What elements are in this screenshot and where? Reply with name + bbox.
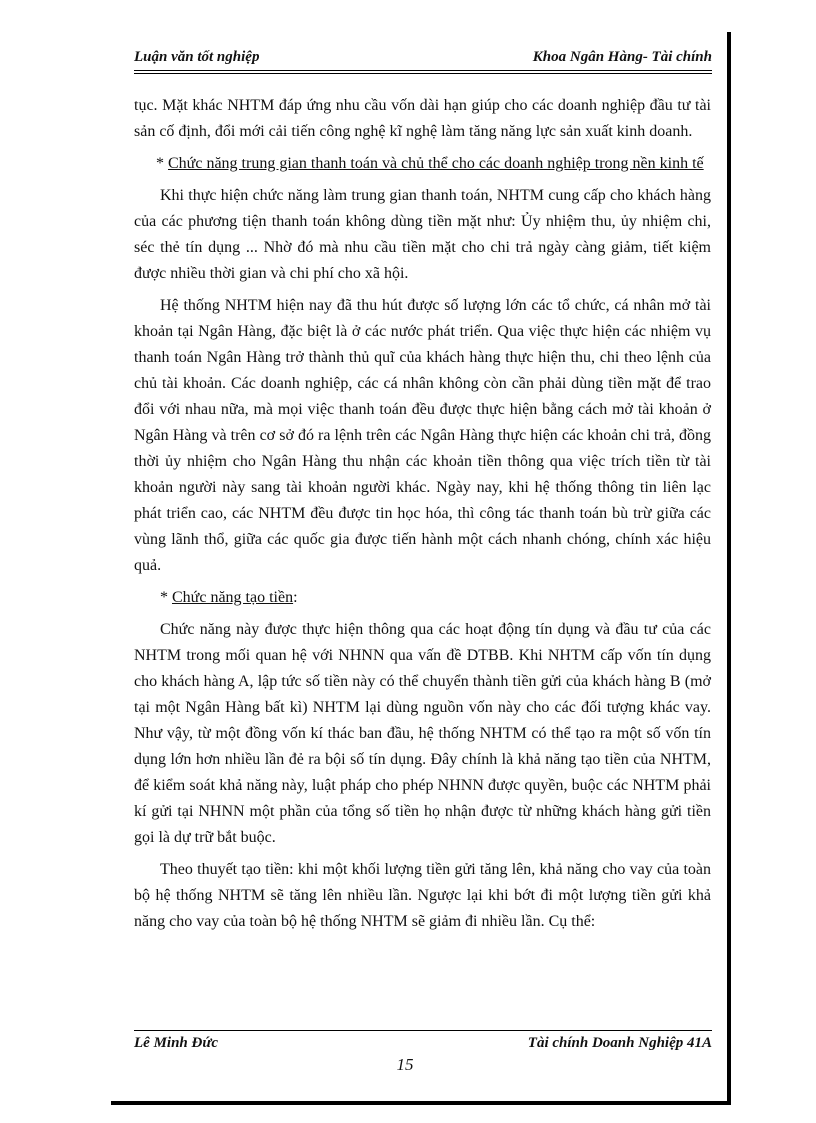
paragraph-4: Chức năng này được thực hiện thông qua các hoạt động tín dụng và đầu tư của các NHTM trong mối quan hệ với NHNN qua vấn đề DTBB. Khi NHTM cấp vốn tín dụng cho khách hàng A, lập tức số tiền này có thể chuyển thành tiền gửi của khách hàng B (mở tại một Ngân Hàng bất kì) NHTM lại dùng nguồn vốn này cho các đối tượng khác vay. Như vậy, từ một đồng vốn kí thác ban đầu, hệ thống NHTM có thể tạo ra một số vốn tín dụng lớn hơn nhiều lần đẻ ra bội số tín dụng. Đây chính là khả năng tạo tiền của NHTM, để kiểm soát khả năng này, luật pháp cho phép NHNN được quyền, buộc các NHTM phải kí gửi tại NHNN một phần của tổng số tiền họ nhận được từ những khách hàng gửi tiền gọi là dự trữ bắt buộc. (134, 621, 711, 846)
footer-class: Tài chính Doanh Nghiệp 41A (527, 1035, 712, 1051)
heading-text: Chức năng tạo tiền (172, 589, 294, 606)
heading-bullet: * (156, 155, 168, 172)
section-heading-money-creation (134, 585, 711, 611)
header-rule-thin (134, 73, 712, 74)
header-faculty: Khoa Ngân Hàng- Tài chính (532, 49, 712, 65)
header-rule (134, 70, 712, 71)
heading-bullet: * (160, 589, 172, 606)
section-heading-payment (134, 151, 711, 177)
heading-text: Chức năng trung gian thanh toán và chủ thể cho các doanh nghiệp trong nền kinh tế (168, 155, 704, 172)
header-thesis-title: Luận văn tốt nghiệp (134, 49, 260, 65)
footer-rule (134, 1030, 712, 1031)
document-body (134, 93, 711, 941)
paragraph-5: Theo thuyết tạo tiền: khi một khối lượng tiền gửi tăng lên, khả năng cho vay của toàn bộ hệ thống NHTM sẽ tăng lên nhiều lần. Ngược lại khi bớt đi một lượng tiền gửi khả năng cho vay của toàn bộ hệ thống NHTM sẽ giảm đi nhiều lần. Cụ thể: (134, 861, 711, 930)
page-number: 15 (396, 1055, 414, 1074)
footer-author: Lê Minh Đức (134, 1035, 218, 1051)
heading-suffix: : (293, 589, 298, 606)
running-header (134, 46, 712, 70)
paragraph-3: Hệ thống NHTM hiện nay đã thu hút được số lượng lớn các tổ chức, cá nhân mở tài khoản tại Ngân Hàng, đặc biệt là ở các nước phát triển. Qua việc thực hiện các nhiệm vụ thanh toán Ngân Hàng trở thành thủ quĩ của khách hàng thực hiện thu, chi theo lệnh của chủ tài khoản. Các doanh nghiệp, các cá nhân không còn cần phải dùng tiền mặt để trao đổi với nhau nữa, mà mọi việc thanh toán đều được thực hiện bằng cách mở tài khoản ở Ngân Hàng và trên cơ sở đó ra lệnh trên các Ngân Hàng thực hiện các khoản chi trả, đồng thời ủy nhiệm cho Ngân Hàng thu nhận các khoản tiền thông qua việc trích tiền từ tài khoản người này sang tài khoản người khác. Ngày nay, khi hệ thống thông tin liên lạc phát triển cao, các NHTM đều được tin học hóa, thì công tác thanh toán bù trừ giữa các vùng lãnh thổ, giữa các quốc gia được tiến hành một cách nhanh chóng, chính xác hiệu quả. (134, 297, 711, 574)
paragraph-2: Khi thực hiện chức năng làm trung gian thanh toán, NHTM cung cấp cho khách hàng của các phương tiện thanh toán không dùng tiền mặt như: Ủy nhiệm thu, ủy nhiệm chi, séc thẻ tín dụng ... Nhờ đó mà nhu cầu tiền mặt cho chi trả ngày càng giảm, tiết kiệm được nhiều thời gian và chi phí cho xã hội. (134, 187, 711, 282)
paragraph-1: tục. Mặt khác NHTM đáp ứng nhu cầu vốn dài hạn giúp cho các doanh nghiệp đầu tư tài sản cố định, đổi mới cải tiến công nghệ kĩ nghệ làm tăng năng lực sản xuất kinh doanh. (134, 97, 711, 140)
